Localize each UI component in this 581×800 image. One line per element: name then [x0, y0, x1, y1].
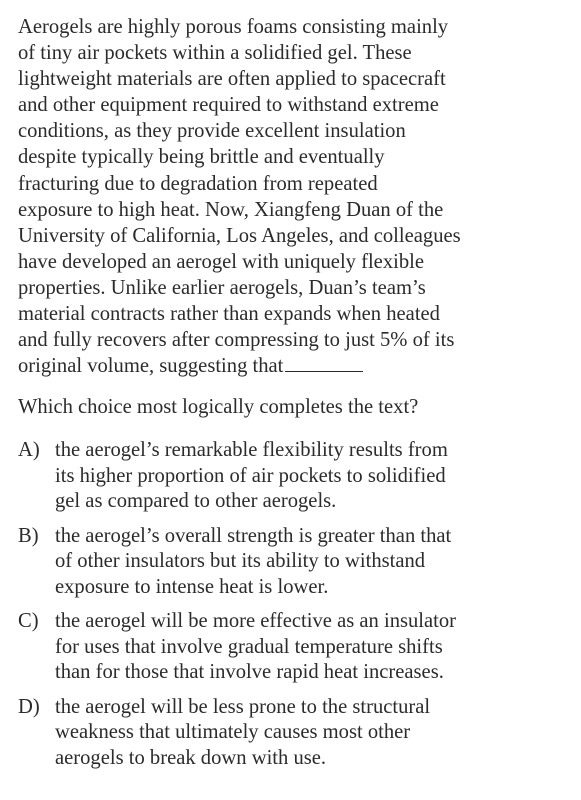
passage-line: lightweight materials are often applied to spacecraft: [18, 68, 446, 91]
choice-text: [55, 438, 448, 515]
choice-line: the aerogel’s overall strength is greater than that: [55, 524, 452, 547]
question-prompt: Which choice most logically completes the text?: [18, 396, 419, 418]
choice-c[interactable]: [18, 609, 566, 686]
passage-line: material contracts rather than expands when heated: [18, 303, 440, 326]
choice-text: [55, 609, 456, 686]
passage-line: conditions, as they provide excellent insulation: [18, 120, 406, 143]
choice-letter: A): [18, 439, 40, 461]
passage-line: despite typically being brittle and eventually: [18, 146, 385, 169]
choice-line: weakness that ultimately causes most other: [55, 721, 411, 743]
choice-line: of other insulators but its ability to withstand: [55, 550, 426, 572]
choice-line: the aerogel will be more effective as an insulator: [55, 610, 457, 632]
passage-line: have developed an aerogel with uniquely flexible: [18, 250, 425, 273]
passage-line: fracturing due to degradation from repeated: [18, 172, 378, 195]
choice-b[interactable]: [18, 524, 566, 601]
choice-line: its higher proportion of air pockets to solidified: [55, 464, 446, 487]
choice-line: the aerogel will be less prone to the structural: [55, 695, 431, 718]
passage-line: and fully recovers after compressing to just 5% of its: [18, 329, 455, 352]
choice-line: aerogels to break down with use.: [55, 746, 327, 769]
choice-line: exposure to intense heat is lower.: [55, 575, 329, 598]
passage-line: exposure to high heat. Now, Xiangfeng Duan of the: [18, 198, 444, 221]
choice-letter: C): [18, 610, 39, 632]
choice-line: the aerogel’s remarkable flexibility results from: [55, 439, 448, 461]
choice-line: gel as compared to other aerogels.: [55, 490, 337, 512]
passage-line-text: original volume, suggesting that: [18, 355, 284, 378]
choice-line: for uses that involve gradual temperature shifts: [55, 635, 443, 658]
choice-letter: B): [18, 524, 39, 547]
question-page: [18, 14, 566, 769]
choice-a[interactable]: [18, 438, 566, 515]
passage-line: properties. Unlike earlier aerogels, Duan’s team’s: [18, 276, 426, 299]
passage-line: and other equipment required to withstand extreme: [18, 94, 439, 117]
passage-line: Aerogels are highly porous foams consisting mainly: [18, 16, 449, 38]
passage-line: University of California, Los Angeles, and colleagues: [18, 224, 461, 247]
choice-d[interactable]: [18, 695, 566, 772]
choice-text: [55, 524, 451, 601]
passage-last-line: [18, 353, 566, 379]
passage-line: of tiny air pockets within a solidified gel. These: [18, 42, 412, 65]
choice-letter: D): [18, 695, 40, 718]
answer-blank: [285, 353, 363, 372]
choice-text: [55, 695, 430, 772]
passage: [18, 14, 566, 379]
answer-choices: [18, 438, 566, 780]
choice-line: than for those that involve rapid heat increases.: [55, 661, 444, 683]
